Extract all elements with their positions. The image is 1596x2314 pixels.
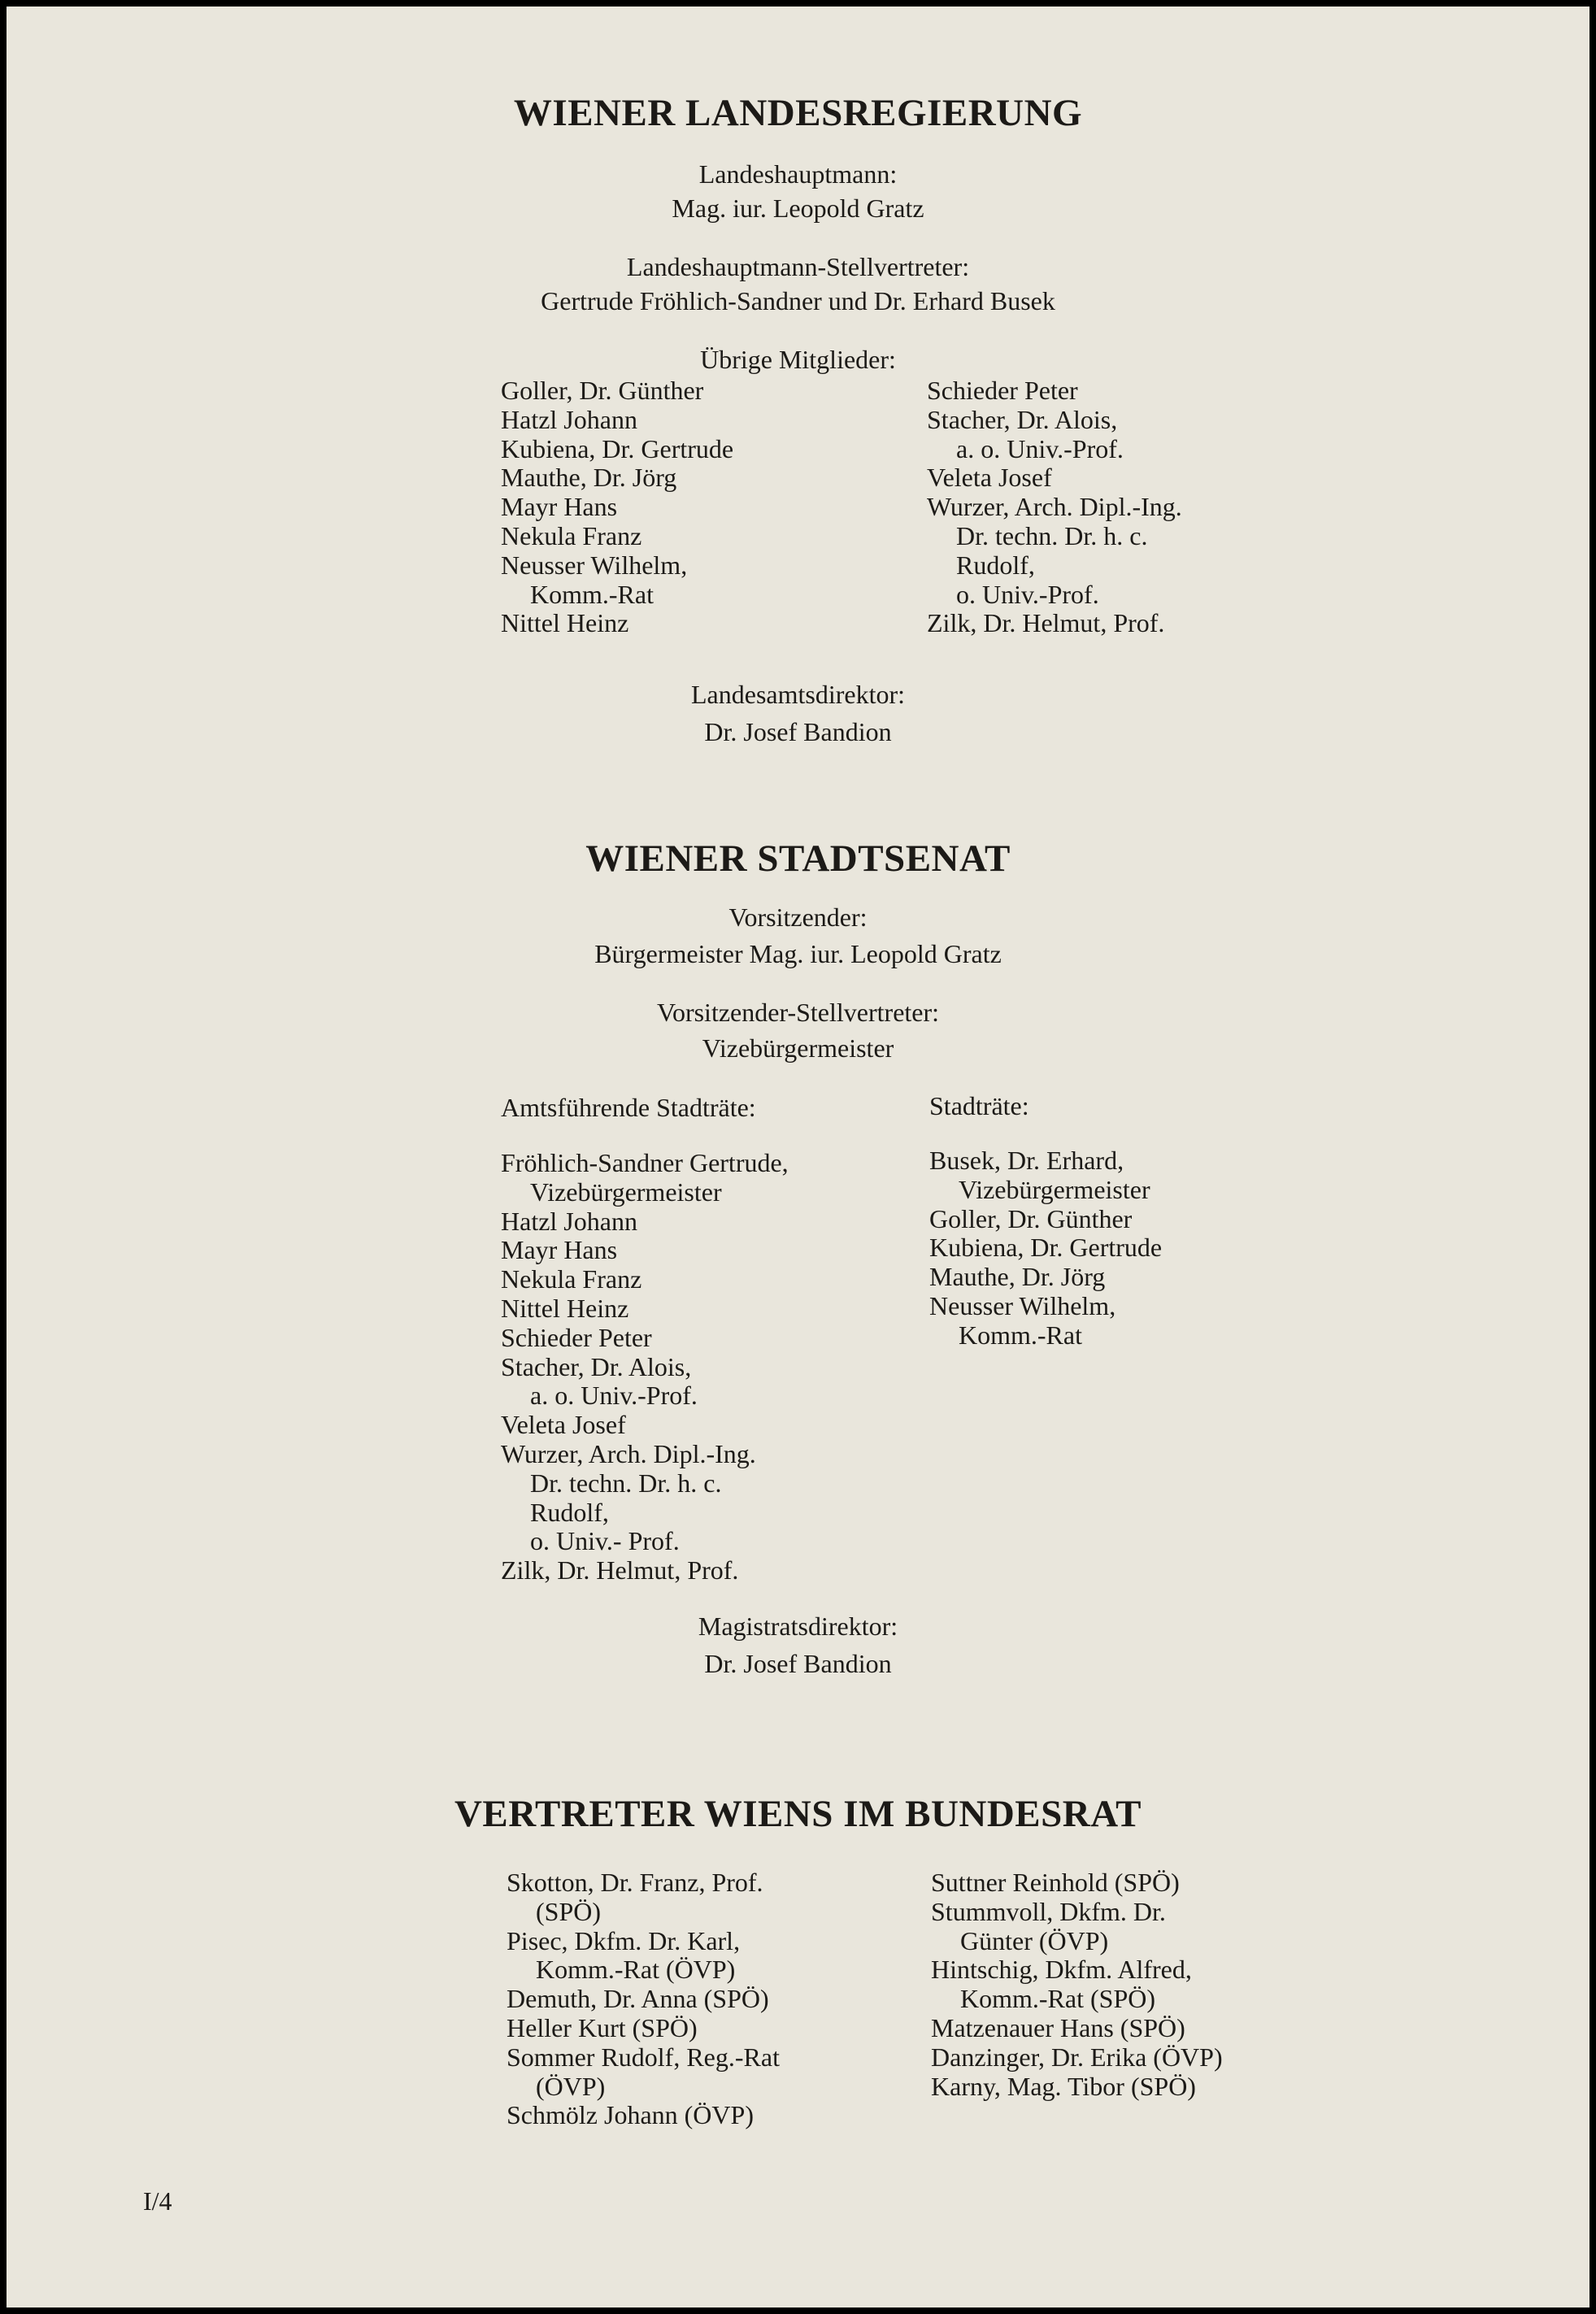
member-entry: Hatzl Johann: [501, 404, 637, 434]
stellvertreter-names: Gertrude Fröhlich-Sandner und Dr. Erhard Busek: [541, 286, 1055, 315]
member-entry: Veleta Josef: [927, 463, 1052, 493]
stadtrat-entry: Goller, Dr. Günther: [929, 1203, 1133, 1233]
heading-bundesrat: VERTRETER WIENS IM BUNDESRAT: [454, 1793, 1142, 1835]
member-entry: Mayr Hans: [501, 492, 618, 522]
bundesrat-entry: Pisec, Dkfm. Dr. Karl,: [507, 1925, 741, 1955]
stadtrat-entry-continuation: Vizebürgermeister: [959, 1174, 1150, 1204]
page-number: I/4: [143, 2186, 172, 2216]
landeshauptmann-name: Mag. iur. Leopold Gratz: [672, 194, 924, 223]
vorsitzender-stv-label: Vorsitzender-Stellvertreter:: [656, 998, 940, 1027]
member-entry: Nekula Franz: [501, 520, 642, 550]
amtsfuehrende-stadtraete-list: [501, 1149, 789, 1585]
bundesrat-entry: Skotton, Dr. Franz, Prof.: [507, 1868, 763, 1897]
member-entry: Nittel Heinz: [501, 608, 629, 638]
stadtrat-entry-continuation: Rudolf,: [530, 1497, 609, 1527]
heading-landesregierung: WIENER LANDESREGIERUNG: [513, 92, 1083, 134]
stadtrat-entry: Hatzl Johann: [501, 1206, 637, 1236]
member-entry-continuation: Rudolf,: [956, 550, 1035, 580]
bundesrat-entry-continuation: Günter (ÖVP): [960, 1925, 1109, 1955]
bundesrat-entry: Demuth, Dr. Anna (SPÖ): [507, 1984, 769, 2014]
bundesrat-entry: Suttner Reinhold (SPÖ): [931, 1868, 1180, 1897]
stadtrat-entry-continuation: Dr. techn. Dr. h. c.: [530, 1468, 722, 1498]
stadtrat-entry: Nittel Heinz: [501, 1293, 629, 1323]
bundesrat-entry: Stummvoll, Dkfm. Dr.: [931, 1896, 1166, 1926]
member-entry: Schieder Peter: [927, 376, 1078, 405]
member-entry: Wurzer, Arch. Dipl.-Ing.: [927, 492, 1182, 522]
bundesrat-entry: Sommer Rudolf, Reg.-Rat: [507, 2042, 780, 2072]
document-page: [7, 7, 1589, 2307]
bundesrat-entry: Danzinger, Dr. Erika (ÖVP): [931, 2042, 1223, 2072]
stadtrat-entry: Busek, Dr. Erhard,: [929, 1146, 1124, 1175]
vorsitzender-stv-name: Vizebürgermeister: [702, 1033, 894, 1063]
heading-stadtsenat: WIENER STADTSENAT: [585, 837, 1011, 880]
stadtrat-entry: Wurzer, Arch. Dipl.-Ing.: [501, 1438, 756, 1468]
bundesrat-entry: Heller Kurt (SPÖ): [507, 2012, 698, 2042]
stadtrat-entry-continuation: Komm.-Rat: [959, 1320, 1082, 1350]
stadtrat-entry-continuation: Vizebürgermeister: [530, 1177, 722, 1207]
member-entry: Kubiena, Dr. Gertrude: [501, 433, 734, 463]
bundesrat-entry-continuation: Komm.-Rat (ÖVP): [536, 1955, 736, 1985]
stadtrat-entry: Stacher, Dr. Alois,: [501, 1351, 692, 1381]
amtsfuehrende-stadtraete-label: Amtsführende Stadträte:: [501, 1093, 756, 1122]
magistratsdirektor-name: Dr. Josef Bandion: [704, 1649, 892, 1678]
stadtrat-entry: Zilk, Dr. Helmut, Prof.: [501, 1555, 739, 1585]
landeshauptmann-label: Landeshauptmann:: [698, 159, 898, 189]
magistratsdirektor-label: Magistratsdirektor:: [698, 1612, 898, 1641]
members-right-column: [927, 376, 1182, 638]
stellvertreter-label: Landeshauptmann-Stellvertreter:: [626, 252, 970, 281]
stadtraete-label: Stadträte:: [929, 1091, 1029, 1120]
stadtrat-entry: Neusser Wilhelm,: [929, 1290, 1116, 1320]
member-entry: Stacher, Dr. Alois,: [927, 404, 1118, 434]
bundesrat-entry-continuation: Komm.-Rat (SPÖ): [960, 1984, 1155, 2014]
member-entry-continuation: Komm.-Rat: [530, 579, 654, 609]
stadtrat-entry: Veleta Josef: [501, 1410, 626, 1440]
member-entry-continuation: o. Univ.-Prof.: [956, 579, 1099, 609]
stadtrat-entry: Mayr Hans: [501, 1235, 618, 1265]
stadtrat-entry: Mauthe, Dr. Jörg: [929, 1262, 1106, 1292]
members-label: Übrige Mitglieder:: [700, 345, 896, 374]
bundesrat-entry-continuation: (ÖVP): [536, 2071, 606, 2101]
member-entry: Mauthe, Dr. Jörg: [501, 463, 677, 493]
bundesrat-entry-continuation: (SPÖ): [536, 1896, 602, 1926]
vorsitzender-label: Vorsitzender:: [728, 903, 868, 932]
member-entry: Zilk, Dr. Helmut, Prof.: [927, 608, 1165, 638]
stadtrat-entry: Schieder Peter: [501, 1322, 652, 1352]
bundesrat-entry: Karny, Mag. Tibor (SPÖ): [931, 2071, 1196, 2101]
member-entry: Neusser Wilhelm,: [501, 550, 688, 580]
bundesrat-entry: Schmölz Johann (ÖVP): [507, 2100, 754, 2130]
stadtrat-entry: Kubiena, Dr. Gertrude: [929, 1233, 1163, 1263]
bundesrat-entry: Matzenauer Hans (SPÖ): [931, 2012, 1185, 2042]
stadtrat-entry: Nekula Franz: [501, 1264, 642, 1294]
members-left-column: [501, 376, 733, 638]
stadtrat-entry-continuation: o. Univ.- Prof.: [530, 1526, 680, 1556]
stadtrat-entry-continuation: a. o. Univ.-Prof.: [530, 1381, 698, 1411]
vorsitzender-name: Bürgermeister Mag. iur. Leopold Gratz: [594, 939, 1002, 968]
member-entry-continuation: a. o. Univ.-Prof.: [956, 433, 1124, 463]
stadtraete-list: [929, 1146, 1162, 1351]
landesamtsdirektor-name: Dr. Josef Bandion: [704, 717, 892, 746]
bundesrat-entry: Hintschig, Dkfm. Alfred,: [931, 1955, 1192, 1985]
bundesrat-left-column: [507, 1868, 780, 2130]
stadtrat-entry: Fröhlich-Sandner Gertrude,: [501, 1148, 789, 1177]
member-entry-continuation: Dr. techn. Dr. h. c.: [956, 520, 1148, 550]
bundesrat-right-column: [931, 1868, 1223, 2101]
landesamtsdirektor-label: Landesamtsdirektor:: [690, 680, 906, 709]
member-entry: Goller, Dr. Günther: [501, 376, 704, 405]
